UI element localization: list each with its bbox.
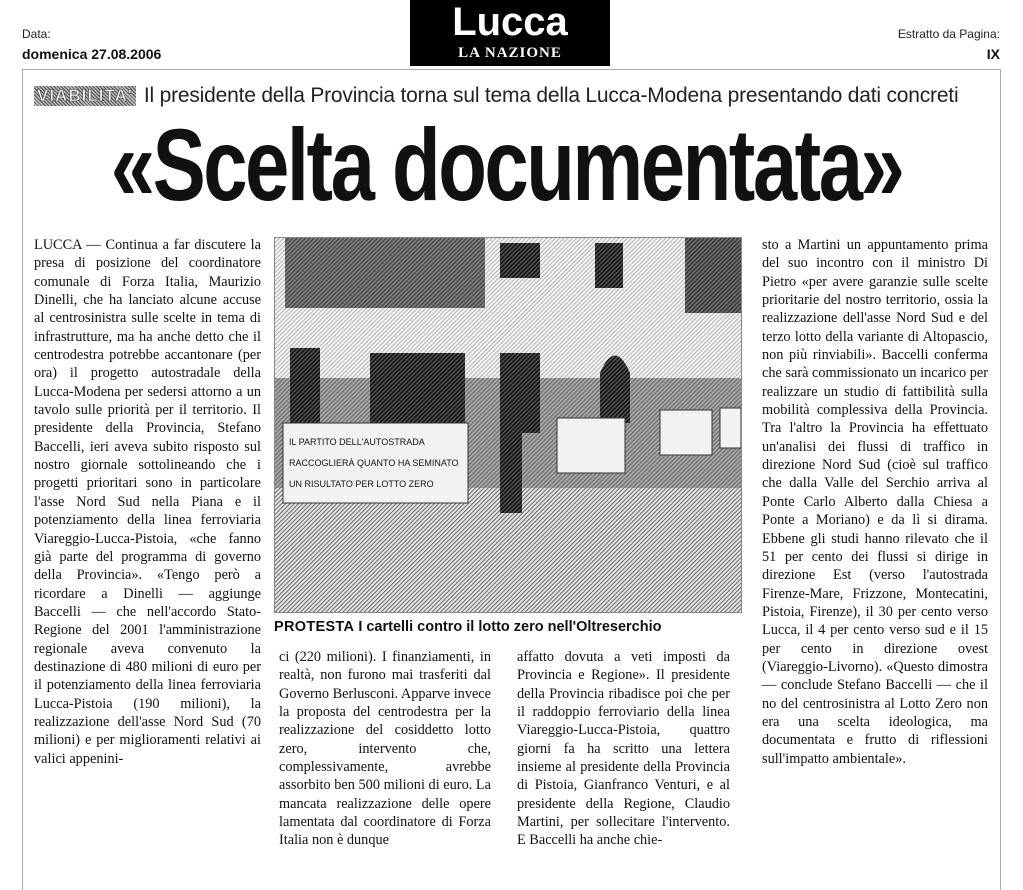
photo-caption: [274, 619, 740, 635]
column-text: sto a Martini un appuntamento prima del suo incontro con il ministro Di Pietro «per avere garanzie sulle scelte prioritarie del nostro territorio, ossia la realizzazione dell'asse Nord Sud e del terzo lotto della variante di Altopascio, non più rinviabili». Baccelli conferma che sarà commissionato un incarico per realizzare un studio di fattibilità sulla mobilità complessiva della Provincia. Tra l'altro la Provincia ha effettuato un'analisi dei flussi di traffico in direzione Nord Sud (cioè sul traffico che dalla Valle del Serchio arriva al Ponte Carlo Alberto dalla Chiesa a Ponte a Moriano) e da lì si dirama. Ebbene gli studi hanno rilevato che il 51 per cento dei flussi si dirige in direzione Est (verso l'autostrada Firenze-Mare, Frizzone, Montecatini, Pistoia, Firenze), il 30 per cento verso Lucca, il 4 per cento verso sud e il 15 per cento in direzione ovest (Viareggio-Livorno). «Questo dimostra — conclude Stefano Baccelli — che il no del centrosinistra al Lotto Zero non era una scelta ideologica, ma documentata e frutto di riflessioni sull'impatto ambientale».: [762, 237, 988, 767]
masthead-paper: LA NAZIONE: [458, 45, 562, 61]
article-column-3: [517, 648, 730, 850]
kicker: [34, 84, 958, 108]
window: [595, 243, 623, 288]
date-value: domenica 27.08.2006: [22, 46, 162, 62]
protest-sign: [660, 410, 712, 455]
masthead-logo: [410, 0, 610, 66]
protest-sign: [557, 418, 625, 473]
balcony: [285, 238, 485, 308]
page-label: Estratto da Pagina:: [897, 27, 1000, 41]
banner-line: UN RISULTATO PER LOTTO ZERO: [289, 479, 434, 489]
section-tag: VIABILITA': [34, 86, 136, 106]
date-label: Data:: [22, 27, 51, 41]
article-column-2: [279, 648, 491, 850]
caption-tag: PROTESTA: [274, 619, 355, 635]
headline: «Scelta documentata»: [110, 109, 903, 223]
kicker-text: Il presidente della Provincia torna sul tema della Lucca-Modena presentando dati concreti: [143, 84, 959, 107]
person: [500, 413, 522, 513]
page-value: IX: [986, 46, 1000, 62]
article-column-4: [762, 236, 988, 768]
column-text: LUCCA — Continua a far discutere la presa di posizione del coordinatore comunale di Forza Italia, Maurizio Dinelli, che ha lanciato alcune accuse al centrosinistra sulle scelte in tema di infrastrutture, ma ha anche detto che il centrodestra potrebbe accantonare (per ora) il progetto autostradale della Lucca-Modena per sedersi attorno a un tavolo sulle priorità per il territorio. Il presidente della Provincia, Stefano Baccelli, ieri aveva subito risposto sul nostro giornale sottolineando che i progetti prioritari sono in particolare l'asse Nord Sud nella Piana e il potenziamento della linea ferroviaria Viareggio-Lucca-Pistoia, «che fanno già parte del programma di governo della Provincia». «Tengo però a ricordare a Dinelli — aggiunge Baccelli — che nell'accordo Stato-Regione del 2001 l'amministrazione regionale aveva convenuto la destinazione di 480 milioni di euro per il potenziamento della linea ferroviaria Lucca-Pistoia (190 milioni), la realizzazione dell'asse Nord Sud (70 milioni) e per miglioramenti relativi ai valici appenini-: [34, 237, 261, 767]
photo-illustration: [275, 238, 741, 612]
article-photo: [274, 237, 742, 613]
window: [685, 238, 741, 313]
masthead-city: Lucca: [452, 0, 568, 44]
article-column-1: [34, 236, 261, 768]
column-text: ci (220 milioni). I finanziamenti, in realtà, non furono mai trasferiti dal Governo Berlusconi. Apparve invece la proposta del centrodestra per la realizzazione del cosiddetto lotto zero, intervento che, complessivamente, avrebbe assorbito ben 500 milioni di euro. La mancata realizzazione delle opere lamentata dal coordinatore di Forza Italia non è dunque: [279, 649, 492, 849]
window: [500, 243, 540, 278]
banner-line: RACCOGLIERÀ QUANTO HA SEMINATO: [289, 458, 459, 468]
banner-line: IL PARTITO DELL'AUTOSTRADA: [289, 437, 425, 447]
caption-text: I cartelli contro il lotto zero nell'Oltreserchio: [358, 619, 662, 635]
protest-sign: [720, 408, 741, 448]
column-text: affatto dovuta a veti imposti da Provincia e Regione». Il presidente della Provincia ribadisce poi che per il raddoppio ferroviario della linea Viareggio-Lucca-Pistoia, quattro giorni fa ha scritto una lettera insieme al presidente della Provincia di Pistoia, Gianfranco Venturi, e al presidente della Regione, Claudio Martini, per sollecitare l'intervento. E Baccelli ha anche chie-: [517, 649, 730, 849]
